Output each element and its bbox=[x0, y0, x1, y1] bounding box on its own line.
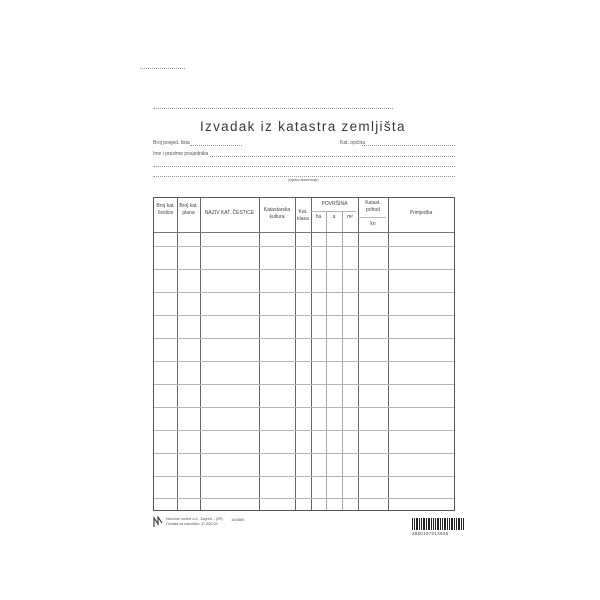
residence-note: (mjesto stanovanja) bbox=[288, 178, 319, 182]
cadastral-table bbox=[153, 197, 455, 511]
owner-name-label: Ime i prezime posjednika bbox=[153, 151, 209, 157]
row-line bbox=[154, 384, 454, 385]
area-subheader-line bbox=[311, 211, 356, 212]
barcode-number: 3850157014626 bbox=[412, 531, 449, 536]
possession-sheet-label: Broj posjed. lista bbox=[153, 140, 190, 146]
header-remark: Primjedba bbox=[409, 210, 433, 216]
income-subheader-line bbox=[358, 217, 386, 218]
header-income: Katast. prihod bbox=[365, 200, 381, 213]
col-divider bbox=[388, 198, 389, 510]
owner-address-line-2[interactable] bbox=[153, 176, 455, 177]
document-title: Izvadak iz katastra zemljišta bbox=[200, 119, 406, 134]
row-line bbox=[154, 269, 454, 270]
col-divider bbox=[177, 198, 178, 510]
publisher-line-2: Oznaka za narudžbu: 47-800-09 bbox=[166, 522, 218, 526]
publisher-line-1: Narodne novine d.d., Zagreb – (2R) bbox=[166, 517, 223, 521]
row-line bbox=[154, 453, 454, 454]
col-divider bbox=[259, 198, 260, 510]
header-cadastral-class: Kat. klasa bbox=[297, 209, 309, 222]
header-dotted-line bbox=[153, 108, 393, 109]
header-area-ha: ha bbox=[315, 214, 322, 220]
row-line bbox=[154, 292, 454, 293]
header-income-unit: kn bbox=[370, 221, 376, 227]
header-area-a: a bbox=[332, 214, 336, 220]
header-cadastral-culture: Katastarska kultura bbox=[263, 207, 291, 220]
row-line bbox=[154, 476, 454, 477]
col-divider bbox=[358, 198, 359, 510]
col-divider bbox=[311, 198, 312, 510]
header-area: POVRŠINA bbox=[321, 201, 348, 207]
row-line bbox=[154, 315, 454, 316]
row-line bbox=[154, 338, 454, 339]
top-dotted-line bbox=[140, 68, 185, 69]
header-area-m2: m² bbox=[347, 214, 353, 220]
header-parcel-name: NAZIV KAT. ČESTICE bbox=[204, 210, 255, 216]
header-bottom-line bbox=[154, 232, 454, 233]
header-plan-number: Broj kat. plana bbox=[179, 203, 198, 216]
row-line bbox=[154, 498, 454, 499]
row-line bbox=[154, 407, 454, 408]
header-parcel-number: Broj kat. čestice bbox=[156, 203, 175, 216]
row-line bbox=[154, 246, 454, 247]
publisher-logo-icon bbox=[153, 516, 163, 528]
cadastral-municipality-label: Kat. općina bbox=[340, 140, 366, 146]
cadastral-municipality-line[interactable] bbox=[362, 145, 455, 146]
form-number: 140869 bbox=[231, 517, 245, 522]
owner-name-line[interactable] bbox=[210, 156, 455, 157]
row-line bbox=[154, 361, 454, 362]
col-divider bbox=[200, 198, 201, 510]
owner-address-line-1[interactable] bbox=[153, 166, 455, 167]
possession-sheet-line[interactable] bbox=[190, 145, 242, 146]
row-line bbox=[154, 430, 454, 431]
col-divider bbox=[295, 198, 296, 510]
barcode-icon bbox=[412, 518, 465, 530]
